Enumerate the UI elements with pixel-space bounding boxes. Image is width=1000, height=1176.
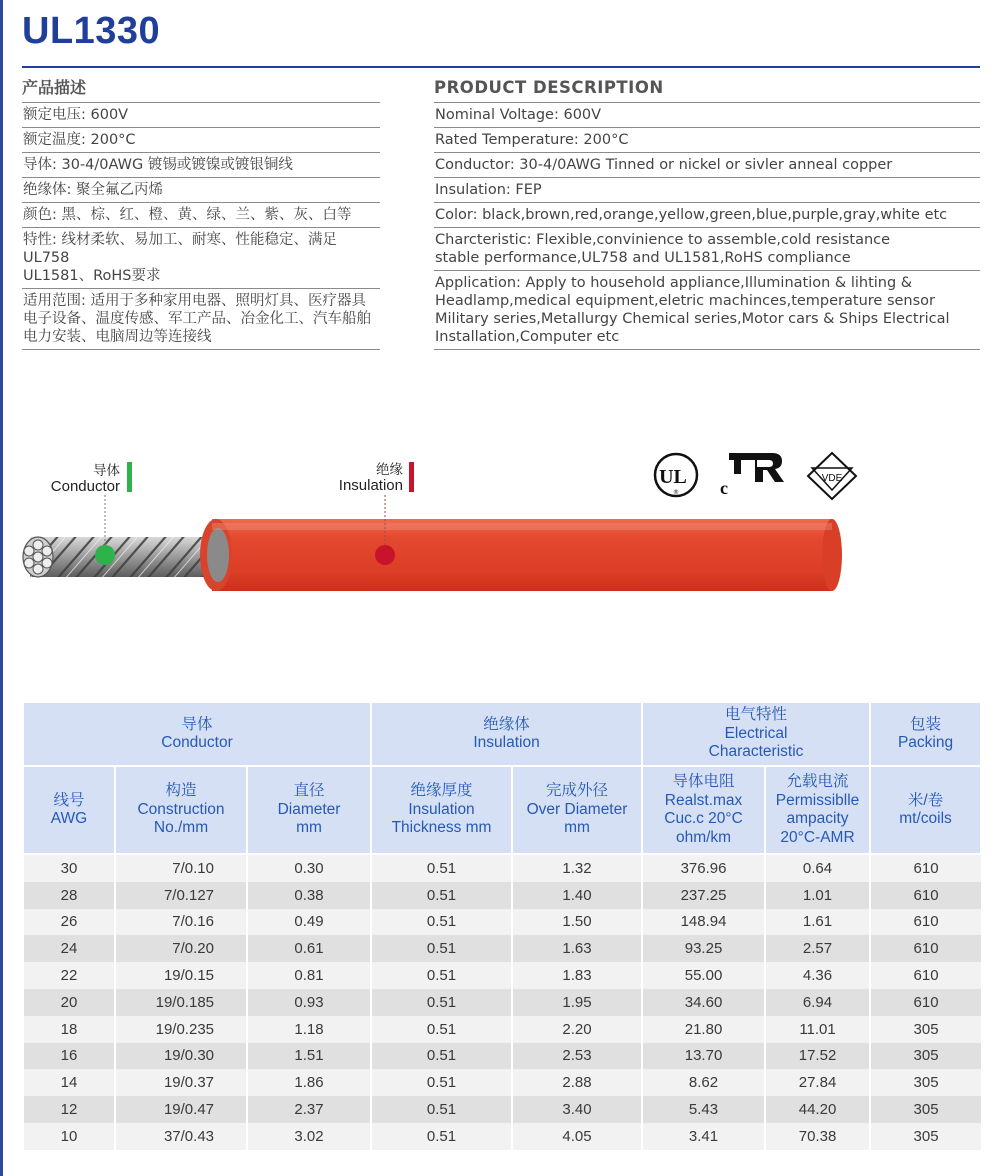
ul-mark-text: UL [659, 466, 687, 488]
cell-resistance: 34.60 [642, 989, 765, 1016]
conductor-label-bar [127, 462, 132, 492]
ul-mark-icon [655, 454, 697, 496]
desc-en-row: Insulation: FEP [434, 178, 980, 203]
cell-resistance: 93.25 [642, 935, 765, 962]
cell-packing: 305 [870, 1016, 981, 1043]
insulation-jacket [200, 519, 842, 591]
cell-construction: 7/0.20 [115, 935, 247, 962]
cell-diameter: 1.51 [247, 1043, 371, 1070]
cell-ampacity: 44.20 [765, 1096, 870, 1123]
col-header-resistance: 导体电阻 Realst.max Cuc.c 20°C ohm/km [642, 766, 765, 854]
cell-over-diameter: 4.05 [512, 1123, 642, 1150]
cell-resistance: 237.25 [642, 882, 765, 909]
cell-over-diameter: 2.53 [512, 1043, 642, 1070]
cell-insulation-thickness: 0.51 [371, 962, 512, 989]
group-packing-header: 包装 Packing [870, 702, 981, 766]
cell-construction: 19/0.37 [115, 1069, 247, 1096]
table-row [23, 1123, 981, 1150]
cell-packing: 610 [870, 962, 981, 989]
table-row [23, 1043, 981, 1070]
cell-construction: 19/0.185 [115, 989, 247, 1016]
group-conductor-header: 导体 Conductor [23, 702, 371, 766]
cell-resistance: 55.00 [642, 962, 765, 989]
col-header-packing: 米/卷 mt/coils [870, 766, 981, 854]
cell-over-diameter: 1.50 [512, 909, 642, 936]
table-row [23, 1096, 981, 1123]
cell-diameter: 0.30 [247, 854, 371, 882]
cell-packing: 305 [870, 1043, 981, 1070]
cell-construction: 7/0.10 [115, 854, 247, 882]
cell-packing: 610 [870, 854, 981, 882]
table-column-header-row [23, 766, 981, 854]
cell-awg: 10 [23, 1123, 115, 1150]
desc-en-row: Conductor: 30-4/0AWG Tinned or nickel or sivler anneal copper [434, 153, 980, 178]
desc-en-row: Charcteristic: Flexible,convinience to assemble,cold resistance stable performance,UL758 and UL1581,RoHS compliance [434, 228, 980, 271]
cell-awg: 14 [23, 1069, 115, 1096]
cell-insulation-thickness: 0.51 [371, 1123, 512, 1150]
cell-resistance: 148.94 [642, 909, 765, 936]
col-header-ampacity: 允载电流 Permissiblle ampacity 20°C-AMR [765, 766, 870, 854]
desc-cn-row: 颜色: 黑、棕、红、橙、黄、绿、兰、紫、灰、白等 [22, 203, 380, 228]
desc-cn-row: 适用范围: 适用于多种家用电器、照明灯具、医疗器具 电子设备、温度传感、军工产品、冶金化工、汽车船舶 电力安装、电脑周边等连接线 [22, 289, 380, 350]
table-row [23, 1069, 981, 1096]
cell-insulation-thickness: 0.51 [371, 1043, 512, 1070]
cell-insulation-thickness: 0.51 [371, 1096, 512, 1123]
conductor-label-cn: 导体 [93, 463, 120, 479]
conductor-marker-dot [95, 545, 115, 565]
cell-insulation-thickness: 0.51 [371, 909, 512, 936]
cell-over-diameter: 1.83 [512, 962, 642, 989]
cell-construction: 7/0.16 [115, 909, 247, 936]
cell-packing: 610 [870, 882, 981, 909]
cell-resistance: 376.96 [642, 854, 765, 882]
cru-c-letter: c [720, 478, 728, 498]
cell-diameter: 1.18 [247, 1016, 371, 1043]
table-row [23, 1016, 981, 1043]
cell-awg: 18 [23, 1016, 115, 1043]
cell-diameter: 0.93 [247, 989, 371, 1016]
cell-over-diameter: 2.88 [512, 1069, 642, 1096]
col-header-diameter: 直径 Diameter mm [247, 766, 371, 854]
cell-awg: 12 [23, 1096, 115, 1123]
cell-over-diameter: 1.40 [512, 882, 642, 909]
cell-awg: 26 [23, 909, 115, 936]
table-row [23, 935, 981, 962]
table-group-header-row [23, 702, 981, 766]
description-en [434, 74, 980, 350]
cell-awg: 30 [23, 854, 115, 882]
cell-insulation-thickness: 0.51 [371, 882, 512, 909]
cell-packing: 305 [870, 1069, 981, 1096]
cru-mark-icon [720, 453, 784, 498]
title-rule [22, 66, 980, 68]
description-cn-heading: 产品描述 [22, 74, 380, 103]
table-row [23, 909, 981, 936]
desc-cn-row: 额定温度: 200°C [22, 128, 380, 153]
cell-ampacity: 1.01 [765, 882, 870, 909]
desc-en-row: Nominal Voltage: 600V [434, 103, 980, 128]
cell-diameter: 0.38 [247, 882, 371, 909]
desc-en-row: Rated Temperature: 200°C [434, 128, 980, 153]
cell-over-diameter: 3.40 [512, 1096, 642, 1123]
cell-ampacity: 1.61 [765, 909, 870, 936]
cell-packing: 305 [870, 1123, 981, 1150]
cell-resistance: 3.41 [642, 1123, 765, 1150]
table-row [23, 882, 981, 909]
cell-construction: 19/0.47 [115, 1096, 247, 1123]
col-header-construction: 构造 Construction No./mm [115, 766, 247, 854]
cell-resistance: 21.80 [642, 1016, 765, 1043]
cell-diameter: 1.86 [247, 1069, 371, 1096]
cell-awg: 22 [23, 962, 115, 989]
table-row [23, 989, 981, 1016]
cell-construction: 7/0.127 [115, 882, 247, 909]
insulation-label-en: Insulation [338, 477, 403, 494]
cell-insulation-thickness: 0.51 [371, 935, 512, 962]
col-header-over-diameter: 完成外径 Over Diameter mm [512, 766, 642, 854]
cell-ampacity: 11.01 [765, 1016, 870, 1043]
desc-en-row: Application: Apply to household appliance,Illumination & lihting & Headlamp,medical equipment,eletric machinces,temperature sensor Military series,Metallurgy Chemical series,Motor cars & Ships Electrical Installation,Computer etc [434, 271, 980, 350]
insulation-marker-dot [375, 545, 395, 565]
cell-diameter: 0.81 [247, 962, 371, 989]
spec-table-body [23, 854, 981, 1150]
cell-insulation-thickness: 0.51 [371, 1016, 512, 1043]
group-electrical-header: 电气特性 Electrical Characteristic [642, 702, 870, 766]
cable-diagram [0, 440, 1000, 620]
desc-cn-row: 特性: 线材柔软、易加工、耐寒、性能稳定、满足UL758 UL1581、RoHS要求 [22, 228, 380, 289]
cell-insulation-thickness: 0.51 [371, 854, 512, 882]
cell-construction: 37/0.43 [115, 1123, 247, 1150]
vde-mark-icon [808, 453, 856, 499]
cell-diameter: 0.49 [247, 909, 371, 936]
cell-packing: 610 [870, 989, 981, 1016]
cell-ampacity: 0.64 [765, 854, 870, 882]
conductor-label-en: Conductor [50, 478, 120, 495]
cell-awg: 24 [23, 935, 115, 962]
cell-over-diameter: 1.63 [512, 935, 642, 962]
cell-construction: 19/0.15 [115, 962, 247, 989]
cell-diameter: 0.61 [247, 935, 371, 962]
cell-over-diameter: 1.32 [512, 854, 642, 882]
page-title: UL1330 [22, 10, 161, 52]
cell-packing: 305 [870, 1096, 981, 1123]
cell-ampacity: 17.52 [765, 1043, 870, 1070]
group-insulation-header: 绝缘体 Insulation [371, 702, 642, 766]
spec-table [22, 701, 982, 1150]
cell-construction: 19/0.235 [115, 1016, 247, 1043]
cell-awg: 20 [23, 989, 115, 1016]
insulation-label-cn: 绝缘 [376, 462, 403, 478]
table-row [23, 854, 981, 882]
cell-construction: 19/0.30 [115, 1043, 247, 1070]
description-cn [22, 74, 380, 350]
cell-insulation-thickness: 0.51 [371, 1069, 512, 1096]
col-header-awg: 线号 AWG [23, 766, 115, 854]
cell-ampacity: 2.57 [765, 935, 870, 962]
insulation-label-bar [409, 462, 414, 492]
cell-awg: 16 [23, 1043, 115, 1070]
cell-packing: 610 [870, 909, 981, 936]
cell-resistance: 8.62 [642, 1069, 765, 1096]
vde-mark-text: VDE [821, 473, 843, 484]
col-header-insulation-thickness: 绝缘厚度 Insulation Thickness mm [371, 766, 512, 854]
desc-cn-row: 绝缘体: 聚全氟乙丙烯 [22, 178, 380, 203]
cell-ampacity: 27.84 [765, 1069, 870, 1096]
cell-packing: 610 [870, 935, 981, 962]
desc-cn-row: 额定电压: 600V [22, 103, 380, 128]
cell-ampacity: 6.94 [765, 989, 870, 1016]
description-en-heading: PRODUCT DESCRIPTION [434, 74, 980, 103]
cell-over-diameter: 1.95 [512, 989, 642, 1016]
cell-ampacity: 70.38 [765, 1123, 870, 1150]
ul-registered-symbol: ® [673, 489, 679, 496]
cell-awg: 28 [23, 882, 115, 909]
cell-ampacity: 4.36 [765, 962, 870, 989]
cell-resistance: 5.43 [642, 1096, 765, 1123]
desc-en-row: Color: black,brown,red,orange,yellow,green,blue,purple,gray,white etc [434, 203, 980, 228]
table-row [23, 962, 981, 989]
cell-resistance: 13.70 [642, 1043, 765, 1070]
cell-insulation-thickness: 0.51 [371, 989, 512, 1016]
cell-diameter: 2.37 [247, 1096, 371, 1123]
desc-cn-row: 导体: 30-4/0AWG 镀锡或镀镍或镀银铜线 [22, 153, 380, 178]
cell-over-diameter: 2.20 [512, 1016, 642, 1043]
cell-diameter: 3.02 [247, 1123, 371, 1150]
